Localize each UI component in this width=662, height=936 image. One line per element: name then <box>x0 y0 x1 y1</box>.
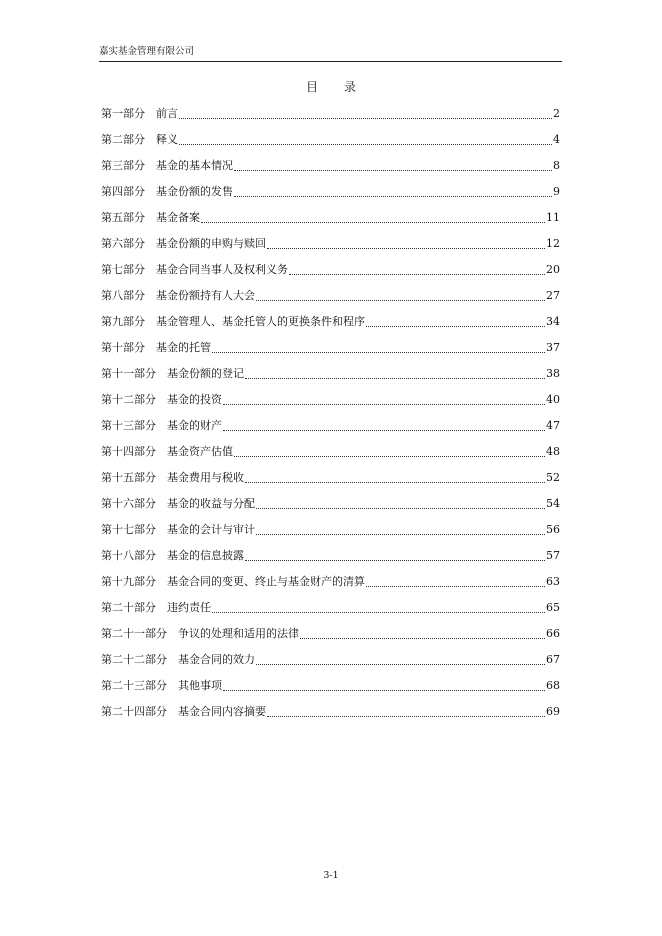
toc-entry-part: 第九部分 <box>101 314 145 328</box>
toc-entry-title: 违约责任 <box>167 600 211 614</box>
toc-title-char: 录 <box>344 80 357 94</box>
toc-entry[interactable] <box>101 308 560 334</box>
toc-entry-page: 56 <box>546 522 560 536</box>
toc-entry-page: 57 <box>546 548 560 562</box>
toc-entry[interactable] <box>101 568 560 594</box>
toc-dot-leader <box>234 188 552 197</box>
company-name: 嘉实基金管理有限公司 <box>99 46 195 57</box>
toc-entry-part: 第十九部分 <box>101 574 156 588</box>
toc-entry-page: 54 <box>546 496 560 510</box>
toc-entry-page: 47 <box>546 418 560 432</box>
toc-dot-leader <box>179 110 552 119</box>
toc-entry-title: 基金的财产 <box>167 418 222 432</box>
toc-entry-part: 第二部分 <box>101 132 145 146</box>
toc-dot-leader <box>223 422 545 431</box>
toc-dot-leader <box>212 344 545 353</box>
toc-dot-leader <box>234 448 545 457</box>
toc-dot-leader <box>245 474 545 483</box>
toc-entry-part: 第十六部分 <box>101 496 156 510</box>
toc-entry[interactable] <box>101 100 560 126</box>
toc-dot-leader <box>256 526 545 535</box>
table-of-contents <box>101 100 560 724</box>
toc-entry[interactable] <box>101 282 560 308</box>
toc-entry-page: 2 <box>553 106 560 120</box>
toc-entry[interactable] <box>101 672 560 698</box>
toc-entry-part: 第二十二部分 <box>101 652 167 666</box>
toc-entry[interactable] <box>101 204 560 230</box>
toc-entry-title: 争议的处理和适用的法律 <box>178 626 299 640</box>
toc-dot-leader <box>245 370 545 379</box>
toc-entry-title: 基金合同当事人及权利义务 <box>156 262 288 276</box>
toc-dot-leader <box>289 266 545 275</box>
toc-entry-page: 12 <box>546 236 560 250</box>
toc-entry[interactable] <box>101 490 560 516</box>
toc-dot-leader <box>300 630 545 639</box>
toc-entry[interactable] <box>101 230 560 256</box>
toc-entry-part: 第十二部分 <box>101 392 156 406</box>
toc-entry-page: 52 <box>546 470 560 484</box>
toc-entry-page: 27 <box>546 288 560 302</box>
toc-entry-part: 第二十部分 <box>101 600 156 614</box>
toc-entry[interactable] <box>101 620 560 646</box>
toc-dot-leader <box>256 292 545 301</box>
toc-title <box>0 80 662 94</box>
toc-entry-part: 第二十四部分 <box>101 704 167 718</box>
toc-entry-page: 8 <box>553 158 560 172</box>
toc-dot-leader <box>179 136 552 145</box>
toc-dot-leader <box>267 240 545 249</box>
toc-entry-page: 20 <box>546 262 560 276</box>
toc-entry-page: 37 <box>546 340 560 354</box>
toc-entry-title: 前言 <box>156 106 178 120</box>
toc-entry-page: 4 <box>553 132 560 146</box>
toc-entry[interactable] <box>101 386 560 412</box>
toc-entry-page: 9 <box>553 184 560 198</box>
toc-entry-page: 65 <box>546 600 560 614</box>
toc-entry-part: 第一部分 <box>101 106 145 120</box>
toc-dot-leader <box>223 682 545 691</box>
toc-dot-leader <box>201 214 545 223</box>
toc-entry-title: 基金份额持有人大会 <box>156 288 255 302</box>
toc-entry[interactable] <box>101 646 560 672</box>
page-header <box>99 45 562 62</box>
toc-entry-title: 基金备案 <box>156 210 200 224</box>
toc-entry-part: 第十八部分 <box>101 548 156 562</box>
toc-entry[interactable] <box>101 464 560 490</box>
toc-entry-title: 基金合同内容摘要 <box>178 704 266 718</box>
toc-entry-title: 基金的托管 <box>156 340 211 354</box>
toc-entry-title: 基金的基本情况 <box>156 158 233 172</box>
toc-entry[interactable] <box>101 256 560 282</box>
toc-title-char: 目 <box>305 80 318 94</box>
toc-entry-part: 第十四部分 <box>101 444 156 458</box>
toc-entry-part: 第七部分 <box>101 262 145 276</box>
toc-entry-title: 其他事项 <box>178 678 222 692</box>
toc-entry-title: 基金合同的变更、终止与基金财产的清算 <box>167 574 365 588</box>
toc-entry-part: 第二十一部分 <box>101 626 167 640</box>
toc-entry[interactable] <box>101 178 560 204</box>
toc-entry-page: 68 <box>546 678 560 692</box>
toc-dot-leader <box>366 318 545 327</box>
toc-entry-title: 基金的会计与审计 <box>167 522 255 536</box>
toc-entry-title: 释义 <box>156 132 178 146</box>
toc-entry-part: 第二十三部分 <box>101 678 167 692</box>
toc-entry-part: 第十一部分 <box>101 366 156 380</box>
toc-entry-page: 11 <box>546 210 560 224</box>
toc-entry[interactable] <box>101 334 560 360</box>
toc-entry-part: 第十三部分 <box>101 418 156 432</box>
toc-entry[interactable] <box>101 438 560 464</box>
toc-entry-page: 67 <box>546 652 560 666</box>
toc-entry-title: 基金份额的登记 <box>167 366 244 380</box>
toc-entry-title: 基金份额的发售 <box>156 184 233 198</box>
toc-entry-title: 基金费用与税收 <box>167 470 244 484</box>
toc-entry-page: 48 <box>546 444 560 458</box>
page-number: 3-1 <box>323 870 339 881</box>
toc-entry[interactable] <box>101 594 560 620</box>
toc-entry-title: 基金的信息披露 <box>167 548 244 562</box>
toc-entry-page: 63 <box>546 574 560 588</box>
toc-dot-leader <box>256 656 545 665</box>
toc-entry[interactable] <box>101 542 560 568</box>
toc-entry-title: 基金合同的效力 <box>178 652 255 666</box>
toc-entry-title: 基金份额的申购与赎回 <box>156 236 266 250</box>
toc-entry-part: 第十七部分 <box>101 522 156 536</box>
toc-entry-page: 34 <box>546 314 560 328</box>
toc-entry-part: 第十五部分 <box>101 470 156 484</box>
toc-entry-part: 第四部分 <box>101 184 145 198</box>
toc-entry-title: 基金资产估值 <box>167 444 233 458</box>
toc-entry[interactable] <box>101 360 560 386</box>
toc-entry-part: 第六部分 <box>101 236 145 250</box>
toc-dot-leader <box>234 162 552 171</box>
toc-entry[interactable] <box>101 152 560 178</box>
toc-dot-leader <box>223 396 545 405</box>
toc-entry-page: 40 <box>546 392 560 406</box>
toc-entry-page: 66 <box>546 626 560 640</box>
toc-entry-title: 基金的投资 <box>167 392 222 406</box>
toc-entry-title: 基金管理人、基金托管人的更换条件和程序 <box>156 314 365 328</box>
toc-entry[interactable] <box>101 516 560 542</box>
toc-entry-page: 38 <box>546 366 560 380</box>
toc-dot-leader <box>245 552 545 561</box>
toc-entry[interactable] <box>101 698 560 724</box>
toc-entry-part: 第五部分 <box>101 210 145 224</box>
toc-dot-leader <box>256 500 545 509</box>
toc-entry-title: 基金的收益与分配 <box>167 496 255 510</box>
toc-entry-part: 第三部分 <box>101 158 145 172</box>
toc-entry-part: 第十部分 <box>101 340 145 354</box>
toc-entry-part: 第八部分 <box>101 288 145 302</box>
toc-dot-leader <box>366 578 545 587</box>
toc-dot-leader <box>267 708 545 717</box>
toc-entry[interactable] <box>101 412 560 438</box>
toc-entry[interactable] <box>101 126 560 152</box>
toc-entry-page: 69 <box>546 704 560 718</box>
toc-dot-leader <box>212 604 545 613</box>
